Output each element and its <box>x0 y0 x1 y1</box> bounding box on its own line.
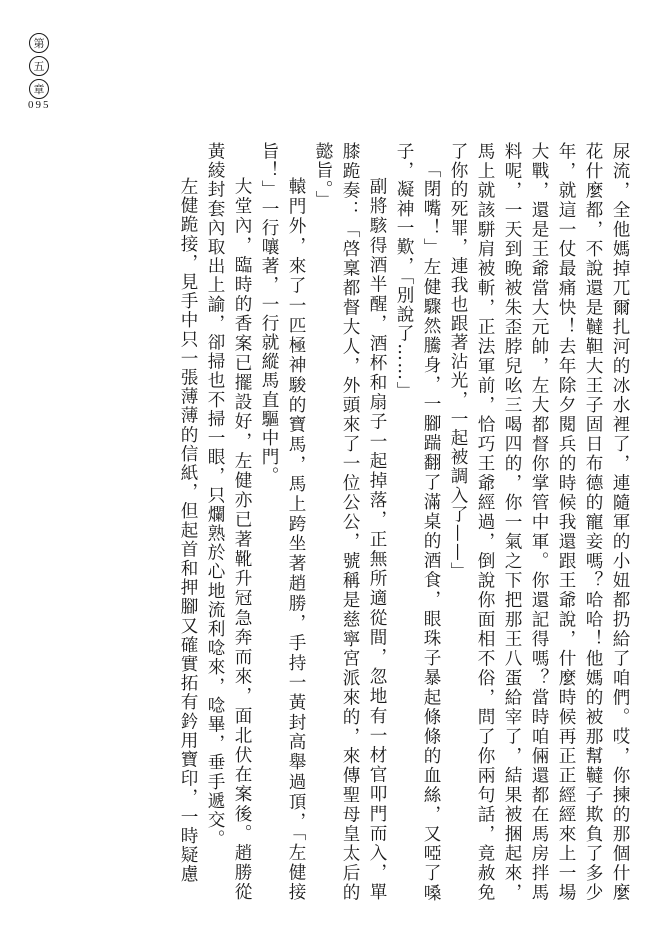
paragraph-3: 副將駭得酒半醒，酒杯和扇子一起掉落，正無所適從間，忽地有一材官叩門而入，單膝跪奏：「啓稟都督大人，外頭來了一位公公，號稱是慈寧宮派來的，來傳聖母皇太后的懿旨。」 <box>313 142 387 902</box>
chapter-badge-1: 第 <box>29 33 49 53</box>
chapter-badge-3: 章 <box>29 79 49 99</box>
paragraph-1: 尿流，全他媽掉兀爾扎河的冰水裡了，連隨軍的小妞都扔給了咱們。哎，你揀的那個什麼花什麼都，不說還是韃靼大王子固日布德的寵妾嗎？哈哈！他媽的被那幫韃子欺負了多少年，就這一仗最痛快！去年除夕閱兵的時候我還跟王爺說，什麼時候再正正經經來上一場大戰，還是王爺當大元帥，左大都督你掌管中軍。你還記得嗎？當時咱倆還都在馬房拌馬料呢，一天到晚被朱歪脖兒吆三喝四的，你一氣之下把那王八蛋給宰了，結果被捆起來，馬上就該駢肩被斬，正法軍前，恰巧王爺經過，倒說你面相不俗，問了你兩句話，竟赦免了你的死罪，連我也跟著沾光，一起被調入了——」 <box>448 142 630 902</box>
paragraph-2: 「閉嘴！」左健驟然騰身，一腳踹翻了滿桌的酒食，眼珠子暴起條條的血絲，又啞了嗓子，凝神一歎，「別說了……」 <box>394 142 441 902</box>
paragraph-4: 轅門外，來了一匹極神駿的寶馬，馬上跨坐著趙勝，手持一黃封高舉過頂，「左健接旨！」一行嚷著，一行就縱馬直驅中門。 <box>259 142 306 902</box>
chapter-marker <box>29 33 53 102</box>
body-text <box>178 142 633 902</box>
paragraph-6: 左健跪接，見手中只一張薄薄的信紙，但起首和押腳又確實拓有鈐用寶印，一時疑慮 <box>178 177 198 884</box>
chapter-badge-2: 五 <box>29 56 49 76</box>
page-number: 095 <box>28 99 51 111</box>
paragraph-5: 大堂內，臨時的香案已擺設好，左健亦已著靴升冠急奔而來，面北伏在案後。趙勝從黃綾封套內取出上諭，卻掃也不掃一眼，只爛熟於心地流利唸來，唸畢，垂手遞交。 <box>205 142 252 902</box>
